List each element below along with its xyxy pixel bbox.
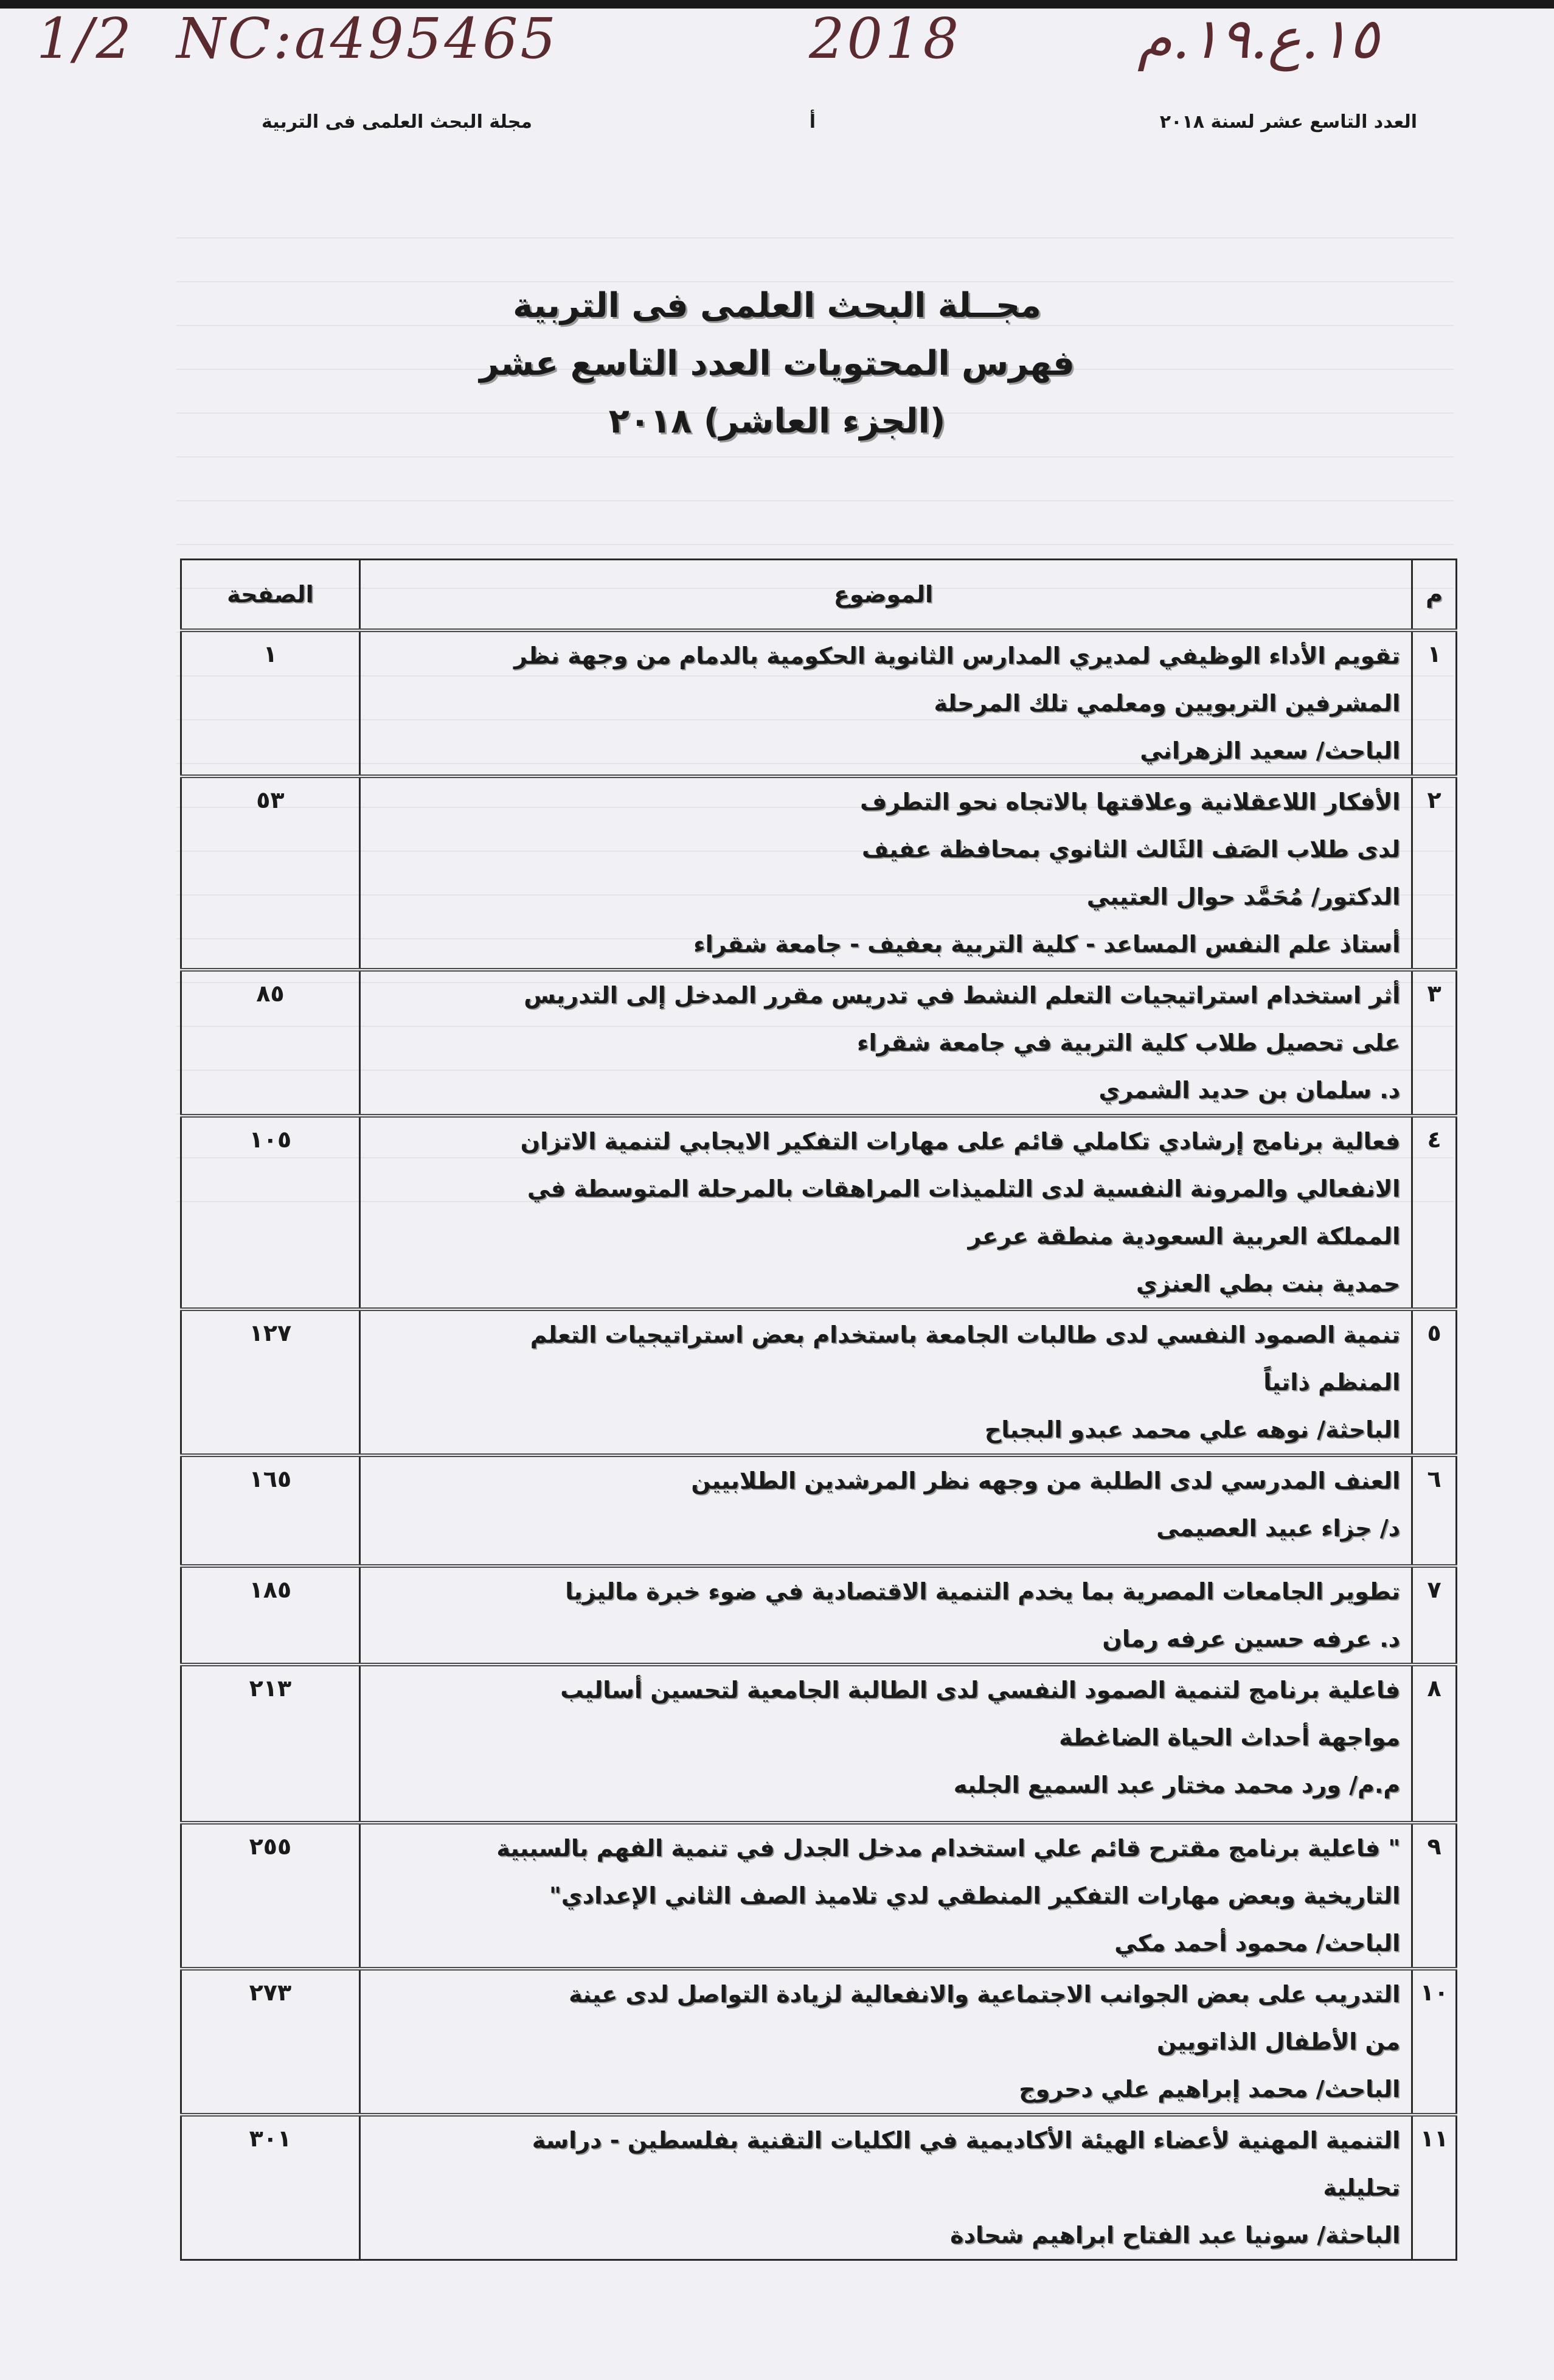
topic-title-line: على تحصيل طلاب كلية التربية في جامعة شقراء (857, 1029, 1401, 1056)
row-topic (359, 970, 1412, 1116)
header-topic: الموضوع (359, 560, 1412, 631)
row-topic (359, 1455, 1412, 1566)
row-page-number: ١٨٥ (181, 1566, 360, 1665)
running-header-issue: العدد التاسع عشر لسنة ٢٠١٨ (1159, 111, 1417, 133)
topic-title-line: المنظم ذاتياً (1263, 1369, 1401, 1396)
contents-table (180, 558, 1457, 2261)
handwritten-page-marker: 1/2 (36, 6, 134, 71)
topic-title-line: التدريب على بعض الجوانب الاجتماعية والانفعالية لزيادة التواصل لدى عينة (569, 1981, 1401, 2008)
topic-title-line: المشرفين التربويين ومعلمي تلك المرحلة (934, 690, 1401, 717)
row-topic (359, 776, 1412, 970)
topic-title-line: المملكة العربية السعودية منطقة عرعر (968, 1223, 1401, 1250)
topic-title-line: التاريخية وبعض مهارات التفكير المنطقي لدي تلاميذ الصف الثاني الإعدادي" (549, 1882, 1401, 1909)
row-page-number: ١٦٥ (181, 1455, 360, 1566)
page-title-block (0, 277, 1554, 450)
topic-title-line: " فاعلية برنامج مقترح قائم علي استخدام مدخل الجدل في تنمية الفهم بالسببية (496, 1835, 1401, 1862)
row-number: ٥ (1412, 1309, 1457, 1455)
row-page-number: ٨٥ (181, 970, 360, 1116)
table-row (181, 1455, 1457, 1566)
header-page: الصفحة (181, 560, 360, 631)
table-row (181, 970, 1457, 1116)
row-topic (359, 2115, 1412, 2260)
row-page-number: ٢٥٥ (181, 1823, 360, 1969)
row-page-number: ١٠٥ (181, 1116, 360, 1309)
row-topic (359, 1116, 1412, 1309)
row-number: ١١ (1412, 2115, 1457, 2260)
table-row (181, 1969, 1457, 2115)
topic-author-line: د. سلمان بن حديد الشمري (1098, 1077, 1401, 1104)
row-number: ٧ (1412, 1566, 1457, 1665)
handwritten-year: 2018 (809, 6, 962, 71)
contents-table-body (181, 630, 1457, 2260)
row-page-number: ٥٣ (181, 776, 360, 970)
row-number: ١ (1412, 630, 1457, 776)
row-topic (359, 630, 1412, 776)
row-topic (359, 1566, 1412, 1665)
topic-author-line: الدكتور/ مُحَمَّد حوال العتيبي (1086, 883, 1401, 910)
topic-title-line: العنف المدرسي لدى الطلبة من وجهه نظر المرشدين الطلابيين (691, 1467, 1401, 1494)
topic-title-line: تطوير الجامعات المصرية بما يخدم التنمية الاقتصادية في ضوء خبرة ماليزيا (565, 1578, 1401, 1605)
topic-author-line: حمدية بنت بطي العنزي (1136, 1270, 1401, 1297)
topic-title-line: أثر استخدام استراتيجيات التعلم النشط في تدريس مقرر المدخل إلى التدريس (524, 982, 1401, 1009)
row-number: ١٠ (1412, 1969, 1457, 2115)
table-row (181, 1566, 1457, 1665)
topic-author-line: أستاذ علم النفس المساعد - كلية التربية بعفيف - جامعة شقراء (693, 931, 1401, 958)
topic-title-line: الأفكار اللاعقلانية وعلاقتها بالاتجاه نحو التطرف (860, 788, 1401, 815)
topic-title-line: تحليلية (1323, 2174, 1401, 2201)
row-page-number: ٢١٣ (181, 1665, 360, 1823)
topic-title-line: فاعلية برنامج لتنمية الصمود النفسي لدى الطالبة الجامعية لتحسين أساليب (560, 1677, 1401, 1703)
row-topic (359, 1823, 1412, 1969)
table-row (181, 1116, 1457, 1309)
row-page-number: ١٢٧ (181, 1309, 360, 1455)
topic-title-line: من الأطفال الذاتويين (1156, 2028, 1401, 2055)
table-row (181, 630, 1457, 776)
topic-author-line: الباحث/ محمود أحمد مكي (1114, 1930, 1401, 1957)
running-header-page-letter: أ (809, 111, 816, 133)
handwritten-date: ١٥.ع.١٩.م (1137, 6, 1379, 71)
topic-author-line: الباحثة/ سونيا عبد الفتاح ابراهيم شحادة (950, 2222, 1401, 2249)
topic-author-line: الباحث/ محمد إبراهيم علي دحروج (1019, 2076, 1401, 2103)
table-row (181, 1823, 1457, 1969)
contents-table-wrapper (180, 558, 1457, 2261)
row-page-number: ١ (181, 630, 360, 776)
topic-title-line: مواجهة أحداث الحياة الضاغطة (1059, 1724, 1401, 1751)
row-number: ٣ (1412, 970, 1457, 1116)
header-number: م (1412, 560, 1457, 631)
topic-author-line: الباحثة/ نوهه علي محمد عبدو البجباح (985, 1416, 1401, 1443)
row-number: ٦ (1412, 1455, 1457, 1566)
topic-author-line: م.م/ ورد محمد مختار عبد السميع الجلبه (953, 1772, 1401, 1798)
row-number: ٨ (1412, 1665, 1457, 1823)
row-number: ٩ (1412, 1823, 1457, 1969)
table-row (181, 776, 1457, 970)
topic-author-line: د. عرفه حسين عرفه رمان (1102, 1626, 1401, 1652)
contents-title: فهرس المحتويات العدد التاسع عشر (479, 344, 1075, 383)
row-number: ٢ (1412, 776, 1457, 970)
table-header-row (181, 560, 1457, 631)
topic-title-line: التنمية المهنية لأعضاء الهيئة الأكاديمية في الكليات التقنية بفلسطين - دراسة (532, 2127, 1401, 2154)
part-title: (الجزء العاشر) ٢٠١٨ (608, 402, 946, 441)
row-page-number: ٣٠١ (181, 2115, 360, 2260)
journal-title: مجــلة البحث العلمى فى التربية (513, 286, 1041, 325)
row-number: ٤ (1412, 1116, 1457, 1309)
row-topic (359, 1309, 1412, 1455)
handwritten-reference: NC:a495465 (176, 6, 558, 71)
row-page-number: ٢٧٣ (181, 1969, 360, 2115)
row-topic (359, 1665, 1412, 1823)
topic-author-line: د/ جزاء عبيد العصيمى (1156, 1515, 1401, 1542)
table-row (181, 1309, 1457, 1455)
running-header-journal: مجلة البحث العلمى فى التربية (262, 111, 532, 133)
table-row (181, 2115, 1457, 2260)
topic-title-line: تنمية الصمود النفسي لدى طالبات الجامعة باستخدام بعض استراتيجيات التعلم (530, 1321, 1401, 1348)
row-topic (359, 1969, 1412, 2115)
topic-title-line: الانفعالي والمرونة النفسية لدى التلميذات المراهقات بالمرحلة المتوسطة في (527, 1175, 1401, 1202)
running-header (262, 103, 1417, 140)
topic-title-line: تقويم الأداء الوظيفي لمديري المدارس الثانوية الحكومية بالدمام من وجهة نظر (514, 642, 1401, 669)
topic-author-line: الباحث/ سعيد الزهراني (1140, 737, 1401, 764)
table-row (181, 1665, 1457, 1823)
topic-title-line: لدى طلاب الصَف الثَالث الثانوي بمحافظة عفيف (861, 836, 1401, 863)
topic-title-line: فعالية برنامج إرشادي تكاملي قائم على مهارات التفكير الايجابي لتنمية الاتزان (520, 1128, 1401, 1155)
